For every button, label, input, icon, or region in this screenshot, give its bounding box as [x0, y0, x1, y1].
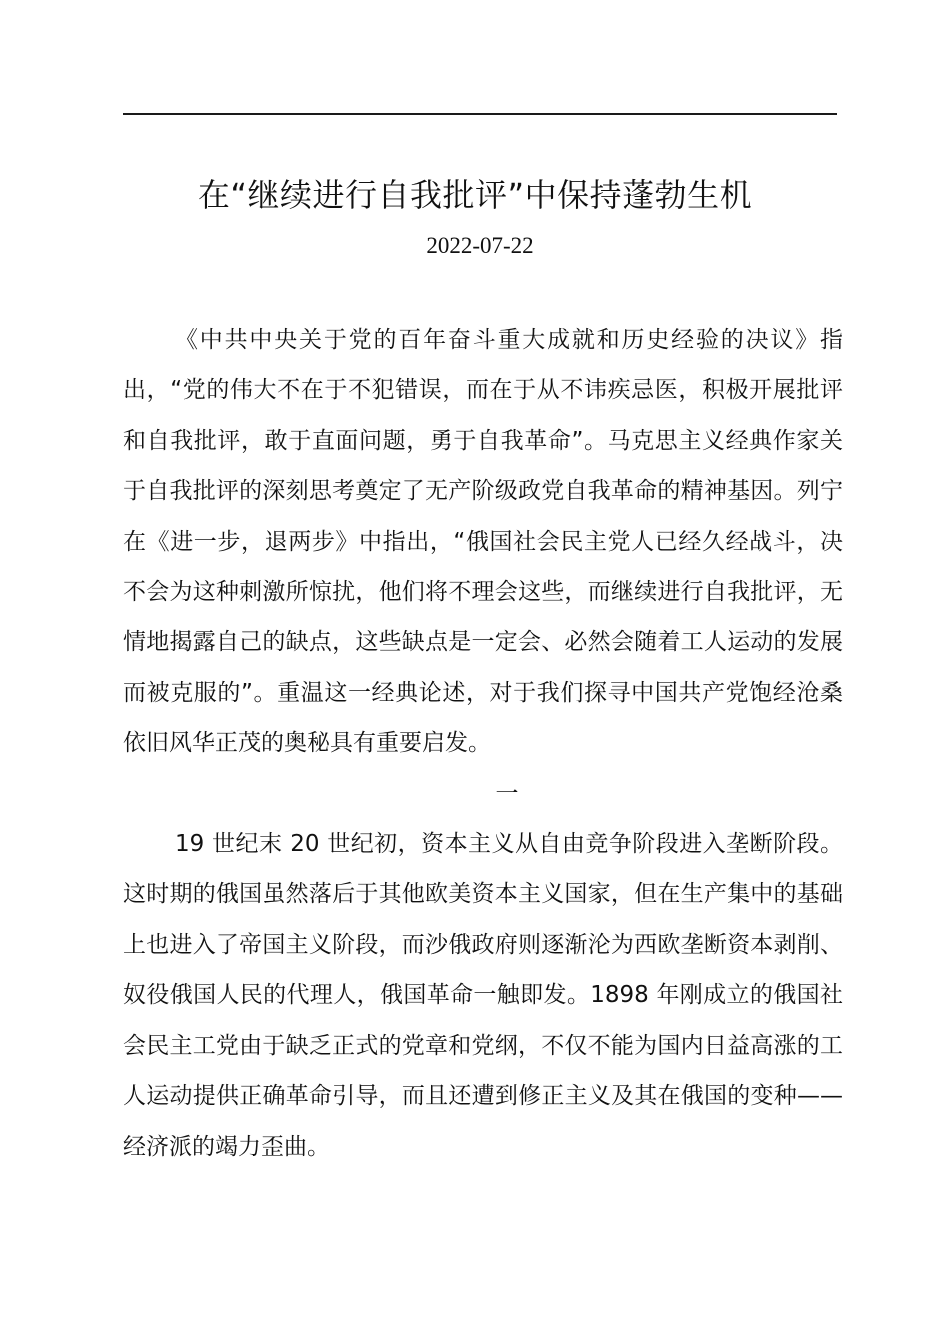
article-body [123, 315, 843, 1172]
header-rule [123, 113, 837, 115]
paragraph-intro: 《中共中央关于党的百年奋斗重大成就和历史经验的决议》指出，“党的伟大不在于不犯错误，而在于从不讳疾忌医，积极开展批评和自我批评，敢于直面问题，勇于自我革命”。马克思主义经典作家关于自我批评的深刻思考奠定了无产阶级政党自我革命的精神基因。列宁在《进一步，退两步》中指出，“俄国社会民主党人已经久经战斗，决不会为这种刺激所惊扰，他们将不理会这些，而继续进行自我批评，无情地揭露自己的缺点，这些缺点是一定会、必然会随着工人运动的发展而被克服的”。重温这一经典论述，对于我们探寻中国共产党饱经沧桑依旧风华正茂的奥秘具有重要启发。 [123, 327, 843, 757]
document-date: 2022-07-22 [426, 233, 534, 258]
document-title: 在“继续进行自我批评”中保持蓬勃生机 [197, 176, 753, 214]
section-number: 一 [495, 780, 519, 807]
paragraph-section-one: 19 世纪末 20 世纪初，资本主义从自由竞争阶段进入垄断阶段。这时期的俄国虽然落后于其他欧美资本主义国家，但在生产集中的基础上也进入了帝国主义阶段，而沙俄政府则逐渐沦为西欧垄断资本剥削、奴役俄国人民的代理人，俄国革命一触即发。1898 年刚成立的俄国社会民主工党由于缺乏正式的党章和党纲，不仅不能为国内日益高涨的工人运动提供正确革命引导，而且还遭到修正主义及其在俄国的变种——经济派的竭力歪曲。 [123, 831, 843, 1160]
